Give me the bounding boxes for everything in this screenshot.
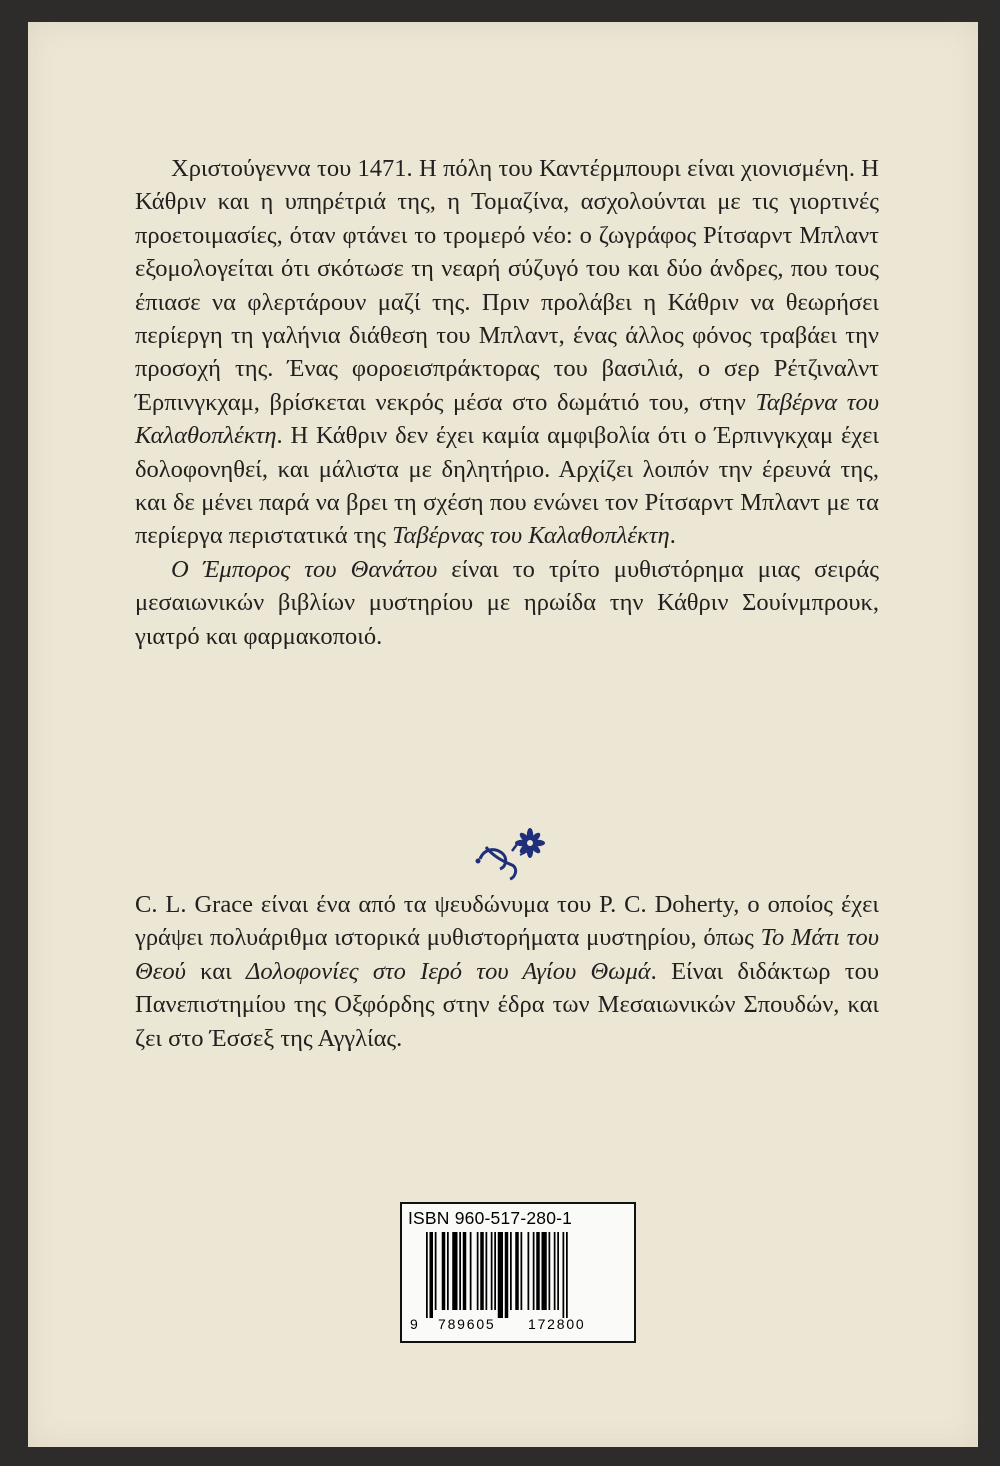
author-text-3: . Είναι διδάκτωρ του Πανεπιστημίου της Οξφόρδης στην έδρα των Μεσαιωνικών Σπουδών, και ζει στο Έσσεξ της Αγγλίας.	[135, 957, 879, 1052]
blurb-text-1: Χριστούγεννα του 1471. Η πόλη του Καντέρμπουρι είναι χιονισμένη. Η Κάθριν και η υπηρέτριά της, η Τομαζίνα, ασχολούνται με τις γιορτινές προετοιμασίες, όταν φτάνει το τρομερό νέο: ο ζωγράφος Ρίτσαρντ Μπλαντ εξομολογείται ότι σκότωσε τη νεαρή σύζυγό του και δύο άνδρες, που τους έπιασε να φλερτάρουν μαζί της. Πριν προλάβει η Κάθριν να θεωρήσει περίεργη τη γαλήνια διάθεση του Μπλαντ, ένας άλλος φόνος τραβάει την προσοχή της. Ένας φοροεισπράκτορας του βασιλιά, ο σερ Ρέτζιναλντ Έρπινγκχαμ, βρίσκεται νεκρός μέσα στο δωμάτιό του, στην	[135, 155, 879, 416]
author-bio-text	[135, 888, 879, 1055]
barcode-bar	[515, 1232, 519, 1310]
barcode-bar	[505, 1232, 509, 1318]
barcode-bar	[435, 1232, 437, 1310]
barcode-bar	[549, 1232, 551, 1310]
blurb-paragraph-1	[135, 152, 879, 553]
barcode-bar	[447, 1232, 449, 1310]
blurb-title-tavern-2: Ταβέρνας του Καλαθοπλέκτη	[392, 522, 670, 550]
barcode-bar	[528, 1232, 530, 1310]
blurb-text-3: .	[669, 522, 676, 550]
barcode-bar	[426, 1232, 428, 1318]
barcode-bars	[426, 1232, 616, 1318]
barcode-digits-left: 789605	[438, 1316, 496, 1332]
author-text-2: και	[185, 957, 246, 985]
blurb-text-2: . Η Κάθριν δεν έχει καμία αμφιβολία ότι ο Έρπινγκχαμ έχει δολοφονηθεί, και μάλιστα με δηλητήριο. Αρχίζει λοιπόν την έρευνά της, και δε μένει παρά να βρει τη σχέση που ενώνει τον Ρίτσαρντ Μπλαντ με τα περίεργα περιστατικά της	[135, 422, 879, 550]
barcode-digits-right: 172800	[528, 1316, 586, 1332]
barcode-digit-first: 9	[410, 1316, 418, 1332]
barcode-bar	[477, 1232, 479, 1310]
barcode-bar	[442, 1232, 446, 1310]
barcode-bar	[430, 1232, 434, 1318]
author-paragraph	[135, 888, 879, 1055]
author-text-1: C. L. Grace είναι ένα από τα ψευδώνυμα του P. C. Doherty, ο οποίος έχει γράψει πολυάριθμα ιστορικά μυθιστορήματα μυστηρίου, όπως	[135, 891, 879, 952]
barcode-bar	[557, 1232, 559, 1310]
floral-ornament-icon	[472, 825, 562, 885]
blurb-title-tavern: Ταβέρνα του Καλαθοπλέκτη	[135, 388, 880, 450]
author-book-title-2: Δολοφονίες στο Ιερό του Αγίου Θωμά	[245, 957, 651, 985]
author-book-title-1: Το Μάτι του Θεού	[135, 924, 879, 985]
barcode-bar	[494, 1232, 496, 1310]
barcode-bar	[566, 1232, 568, 1318]
barcode-bar	[459, 1232, 461, 1310]
isbn-barcode	[400, 1202, 636, 1343]
barcode-bar	[563, 1232, 565, 1318]
barcode-bar	[486, 1232, 488, 1310]
barcode-bar	[452, 1232, 457, 1310]
isbn-label: ISBN 960-517-280-1	[408, 1208, 573, 1228]
blurb-book-title: Ο Έμπορος του Θανάτου	[171, 555, 438, 583]
barcode-bar	[542, 1232, 547, 1310]
barcode-bar	[491, 1232, 493, 1310]
barcode-bar	[536, 1232, 540, 1310]
blurb-paragraph-2	[135, 553, 879, 653]
barcode-bar	[554, 1232, 556, 1310]
barcode-bar	[510, 1232, 512, 1310]
barcode-bar	[470, 1232, 472, 1310]
barcode-bar	[463, 1232, 467, 1310]
blurb-text-4: είναι το τρίτο μυθιστόρημα μιας σειράς μεσαιωνικών βιβλίων μυστηρίου με ηρωίδα την Κάθριν Σουίνμπρουκ, γιατρό και φαρμακοποιό.	[135, 555, 880, 650]
barcode-bar	[498, 1232, 503, 1318]
blurb-text	[135, 152, 879, 653]
barcode-bar	[533, 1232, 535, 1310]
barcode-bar	[480, 1232, 484, 1310]
barcode-bar	[521, 1232, 523, 1310]
